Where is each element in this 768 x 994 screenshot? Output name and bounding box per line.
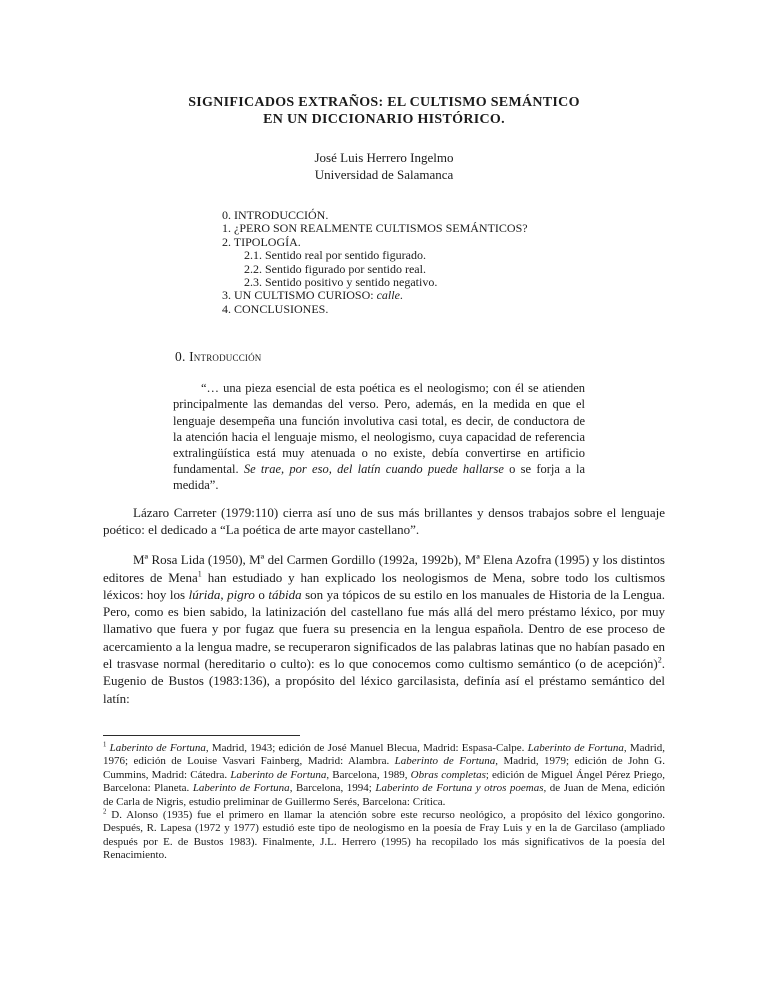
toc-item-sentido-real: 2.1. Sentido real por sentido figurado.	[244, 248, 426, 263]
author-block	[103, 149, 665, 183]
paper-title	[103, 94, 665, 128]
footnote-1: $^1$ Laberinto de Fortuna, Madrid, 1943; edición de José Manuel Blecua, Madrid: Espasa-Calpe. Laberinto de Fortuna, Madrid, 1976; edición de Louise Vasvari Fainberg, Madrid: Alambra. Laberinto de Fortuna, Madrid, 1979; edición de John G. Cummins, Madrid: Cátedra. Laberinto de Fortuna, Barcelona, 1989, Obras completas; edición de Miguel Ángel Pérez Priego, Barcelona: Planeta. Laberinto de Fortuna, Barcelona, 1994; Laberinto de Fortuna y otros poemas, de Juan de Mena, edición de Carla de Nigris, estudio preliminar de Guillermo Serés, Barcelona: Crítica.	[103, 741, 665, 808]
toc-item-cultismo-curioso: 3. UN CULTISMO CURIOSO: calle.	[222, 288, 403, 303]
table-of-contents	[222, 209, 665, 316]
paragraph-rosa-lida: Mª Rosa Lida (1950), Mª del Carmen Gordillo (1992a, 1992b), Mª Elena Azofra (1995) y los distintos editores de Mena$^1$ han estudiado y han explicado los neologismos de Mena, sobre todo los cultismos léxicos: hoy los lúrida, pigro o tábida son ya tópicos de su estilo en los manuales de Historia de la Lengua. Pero, como es bien sabido, la latinización del castellano fue más allá del mero préstamo léxico, por muy llamativo que fuera y por fugaz que fuera su presencia en la lengua española. Dentro de ese proceso de acercamiento a la lengua madre, se recuperaron significados de las palabras latinas que no habían pasado en el trasvase normal (hereditario o culto): es lo que conocemos como cultismo semántico (o de acepción)$^2$. Eugenio de Bustos (1983:136), a propósito del léxico garcilasista, definía así el préstamo semántico del latín:	[103, 552, 666, 706]
toc-item-sentido-figurado: 2.2. Sentido figurado por sentido real.	[244, 261, 426, 276]
paragraph-lazaro-carreter: Lázaro Carreter (1979:110) cierra así uno de sus más brillantes y densos trabajos sobre el lenguaje poético: el dedicado a “La poética de arte mayor castellano”.	[103, 504, 665, 537]
toc-item-sentido-positivo: 2.3. Sentido positivo y sentido negativo.	[244, 275, 438, 290]
paper-title-line2: EN UN DICCIONARIO HISTÓRICO.	[263, 112, 505, 127]
author-affiliation: Universidad de Salamanca	[314, 167, 454, 182]
author-name: José Luis Herrero Ingelmo	[314, 150, 454, 165]
block-quote: “… una pieza esencial de esta poética es el neologismo; con él se atienden principalmente las demandas del verso. Pero, además, en la medida en que el lenguaje desempeña una función involutiva casi total, es decir, de conductora de la atención hacia el lenguaje mismo, el neologismo, cuya capacidad de referencia extralingüística está muy atenuada o no existe, debía convertirse en artificio fundamental. Se trae, por eso, del latín cuando puede hallarse o se forja a la medida”.	[173, 381, 585, 493]
toc-item-conclusiones: 4. CONCLUSIONES.	[222, 301, 329, 316]
paper-title-line1: SIGNIFICADOS EXTRAÑOS: EL CULTISMO SEMÁNTICO	[188, 95, 580, 110]
footnote-separator	[103, 735, 300, 736]
footnotes-section	[103, 735, 665, 863]
section-heading-introduccion: 0. Introducción	[175, 349, 262, 365]
toc-item-introduccion: 0. INTRODUCCIÓN.	[222, 208, 329, 222]
footnote-2: $^2$ D. Alonso (1935) fue el primero en llamar la atención sobre este recurso neológico, a propósito del léxico gongorino. Después, R. Lapesa (1972 y 1977) estudió este tipo de neologismo en la poesía de Fray Luis y en la de Garcilaso (ampliado después por E. de Bustos 1983). Finalmente, J.L. Herrero (1995) ha recopilado los más significativos de la poesía del Renacimiento.	[103, 808, 665, 862]
toc-item-tipologia: 2. TIPOLOGÍA.	[222, 234, 301, 249]
toc-item-cultismos-semanticos: 1. ¿PERO SON REALMENTE CULTISMOS SEMÁNTICOS?	[222, 221, 528, 236]
